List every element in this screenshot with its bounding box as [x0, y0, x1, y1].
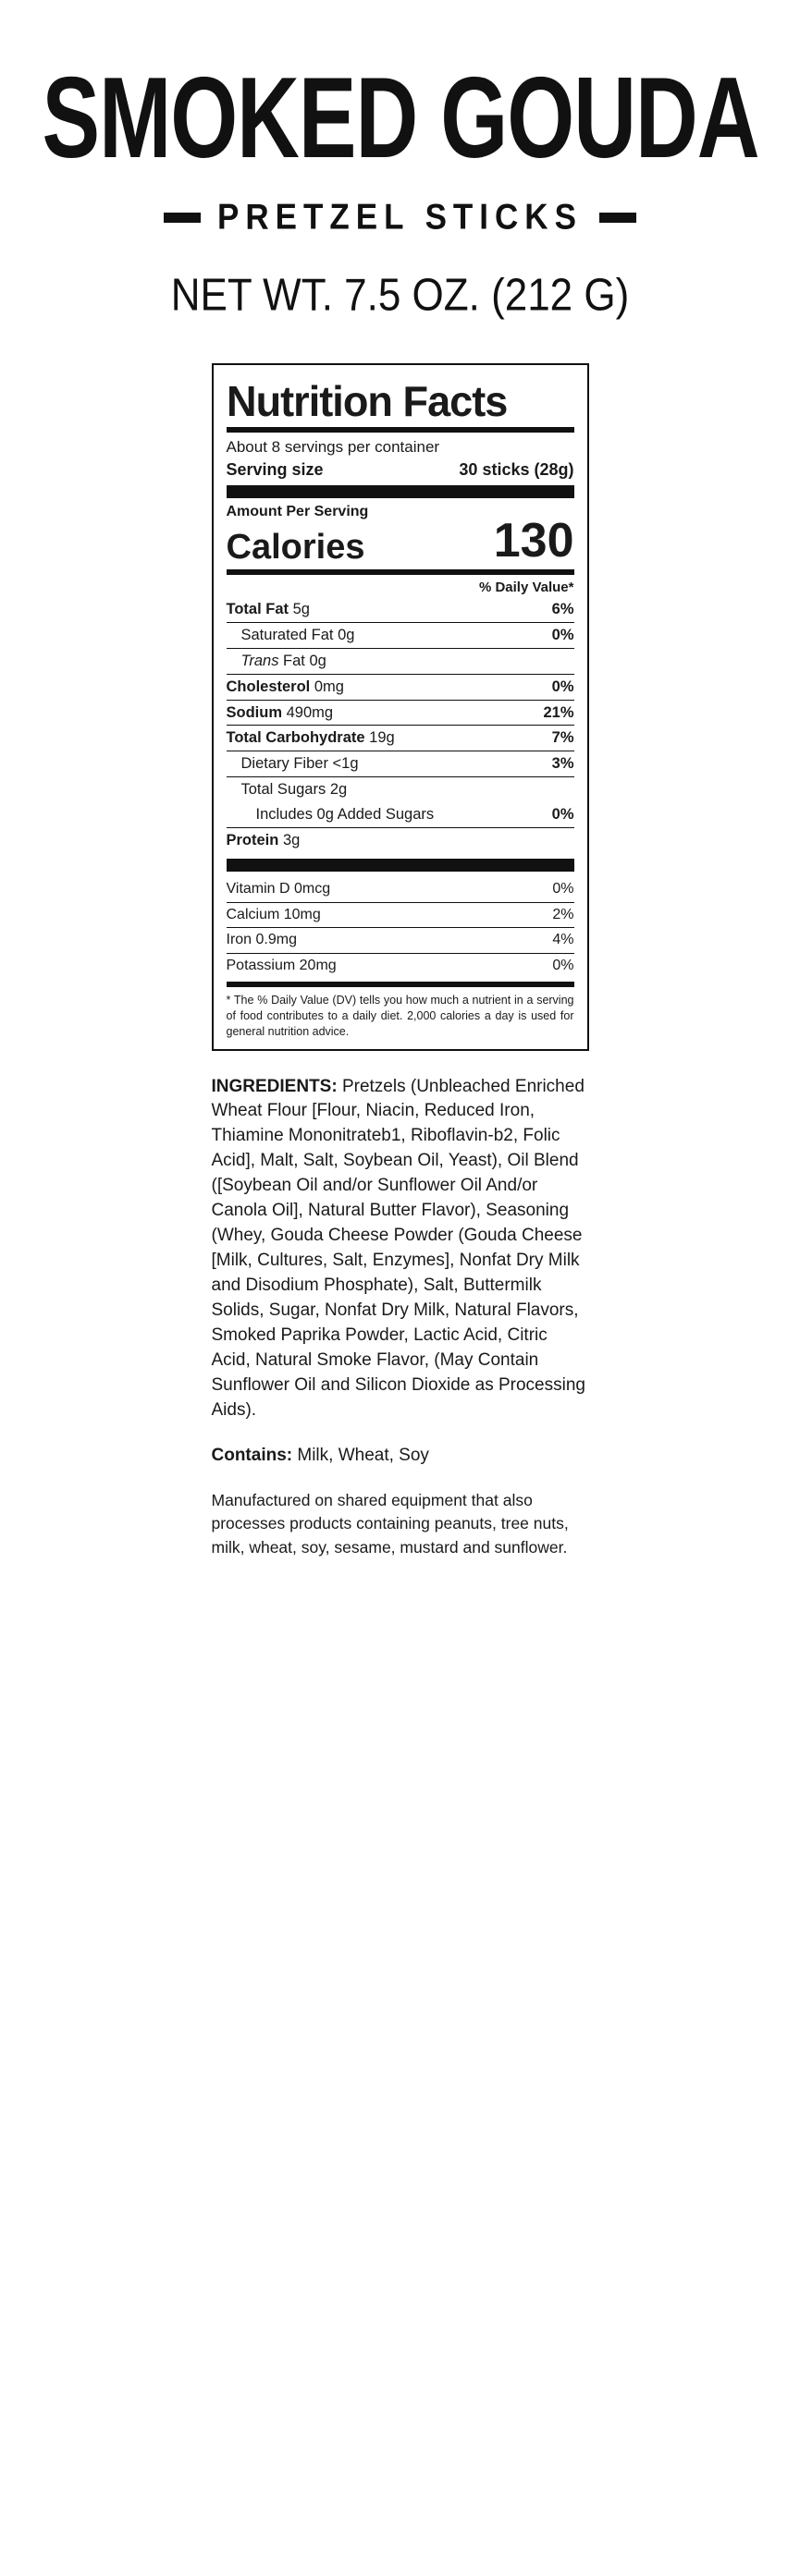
table-row	[227, 648, 574, 674]
product-subtitle: PRETZEL STICKS	[217, 196, 583, 238]
nutrient-name	[227, 729, 395, 747]
nutrient-rows	[227, 597, 574, 854]
serving-size-label: Serving size	[226, 459, 324, 479]
contains-text: Milk, Wheat, Soy	[292, 1446, 429, 1466]
table-row	[227, 725, 574, 751]
daily-value-header: % Daily Value*	[478, 579, 574, 595]
nutrient-name	[227, 678, 344, 696]
calories-label: Calories	[226, 527, 365, 567]
nutrient-name	[227, 653, 326, 670]
table-row	[227, 751, 574, 776]
serving-size-row	[227, 460, 574, 480]
table-row	[227, 597, 574, 622]
nutrient-label: Cholesterol	[226, 678, 311, 695]
nutrient-amount: 3g	[282, 832, 301, 849]
table-row	[227, 622, 574, 648]
vitamin-dv: 0%	[552, 881, 574, 897]
nutrient-dv: 21%	[543, 703, 574, 721]
product-subtitle-row	[0, 196, 800, 238]
vitamin-rows	[227, 877, 574, 978]
table-row	[227, 927, 574, 952]
vitamin-dv: 0%	[552, 957, 574, 973]
nutrient-dv: 6%	[551, 600, 574, 617]
nutrient-name	[227, 806, 435, 824]
nutrient-label: Total Fat	[226, 600, 289, 617]
nutrient-dv: 3%	[551, 755, 574, 773]
contains-label: Contains:	[211, 1446, 293, 1466]
nutrient-amount: 490mg	[286, 703, 334, 721]
nutrient-amount: 0g	[338, 626, 355, 643]
vitamin-name: Iron 0.9mg	[226, 932, 297, 948]
nutrition-facts-title: Nutrition Facts	[226, 377, 507, 426]
calories-value: 130	[493, 513, 574, 568]
ingredients-paragraph	[212, 1075, 589, 1424]
nutrient-amount: <1g	[332, 755, 359, 773]
manufacturing-disclaimer: Manufactured on shared equipment that also processes products containing peanuts, tree nuts, milk, wheat, soy, sesame, mustard and sunflower.	[211, 1491, 569, 1557]
ingredients-label: INGREDIENTS:	[211, 1076, 338, 1096]
nutrient-name	[227, 627, 355, 644]
nutrient-label: Includes 0g Added Sugars	[255, 806, 435, 824]
contains-paragraph	[212, 1444, 589, 1469]
nutrient-dv: 0%	[551, 626, 574, 643]
vitamin-dv: 2%	[552, 906, 574, 922]
table-row	[227, 902, 574, 927]
daily-value-footnote: * The % Daily Value (DV) tells you how much a nutrient in a serving of food contributes to a daily diet. 2,000 calories a day is used for general nutrition advice.	[227, 982, 574, 1040]
nutrition-facts-panel	[212, 363, 589, 1050]
nutrient-amount: 19g	[369, 729, 395, 747]
nutrient-label: Saturated Fat	[240, 626, 334, 643]
nutrient-label: Trans	[240, 652, 279, 669]
calories-row	[226, 513, 574, 568]
table-row	[227, 776, 574, 802]
brand-header	[0, 0, 800, 322]
table-row	[227, 674, 574, 700]
nutrient-name	[227, 601, 310, 618]
nutrient-amount: 5g	[292, 600, 310, 617]
nutrient-name	[227, 781, 348, 799]
table-row	[227, 700, 574, 726]
vitamin-name: Calcium 10mg	[226, 906, 321, 922]
table-row	[227, 827, 574, 853]
servings-per-container: About 8 servings per container	[226, 438, 440, 457]
nutrient-name	[227, 832, 301, 849]
nutrient-label: Protein	[226, 832, 279, 849]
table-row	[227, 802, 574, 827]
ingredients-text: Pretzels (Unbleached Enriched Wheat Flour [Flour, Niacin, Reduced Iron, Thiamine Mononitrateb1, Riboflavin-b2, Folic Acid], Malt, Salt, Soybean Oil, Yeast), Oil Blend ([Soybean Oil and/or Sunflower Oil And/or Canola Oil], Natural Butter Flavor), Seasoning (Whey, Gouda Cheese Powder (Gouda Cheese [Milk, Cultures, Salt, Enzymes], Nonfat Dry Milk and Disodium Phosphate), Salt, Buttermilk Solids, Sugar, Nonfat Dry Milk, Natural Flavors, Smoked Paprika Powder, Lactic Acid, Citric Acid, Natural Smoke Flavor, (May Contain Sunflower Oil and Silicon Dioxide as Processing Aids).	[211, 1076, 585, 1421]
table-row	[227, 953, 574, 978]
nutrient-label: Total Carbohydrate	[226, 729, 365, 747]
divider-thick-1	[227, 485, 574, 498]
nutrient-dv: 0%	[551, 806, 574, 824]
nutrient-amount: 0mg	[314, 678, 344, 695]
nutrient-name	[227, 755, 359, 773]
nutrient-label: Sodium	[226, 703, 282, 721]
rule-right-icon	[599, 213, 636, 223]
nutrient-amount: Fat 0g	[283, 652, 326, 669]
product-title: SMOKED GOUDA	[41, 55, 759, 182]
amount-per-serving-label: Amount Per Serving	[226, 503, 369, 519]
divider-under-calories	[227, 569, 574, 575]
divider-thick-2	[227, 859, 574, 872]
vitamin-dv: 4%	[552, 932, 574, 948]
nutrient-label: Total Sugars	[240, 781, 326, 799]
ingredients-section	[212, 1075, 589, 1560]
nutrient-name	[227, 704, 334, 722]
nutrient-dv: 7%	[551, 729, 574, 747]
rule-left-icon	[164, 213, 201, 223]
nutrient-amount: 2g	[329, 781, 348, 799]
nutrient-dv: 0%	[551, 678, 574, 695]
vitamin-name: Potassium 20mg	[226, 957, 337, 973]
vitamin-name: Vitamin D 0mcg	[226, 881, 331, 897]
divider-under-title	[227, 427, 574, 433]
table-row	[227, 877, 574, 901]
net-weight: NET WT. 7.5 OZ. (212 G)	[170, 270, 630, 322]
serving-size-value: 30 sticks (28g)	[459, 459, 574, 479]
nutrient-label: Dietary Fiber	[240, 755, 328, 773]
